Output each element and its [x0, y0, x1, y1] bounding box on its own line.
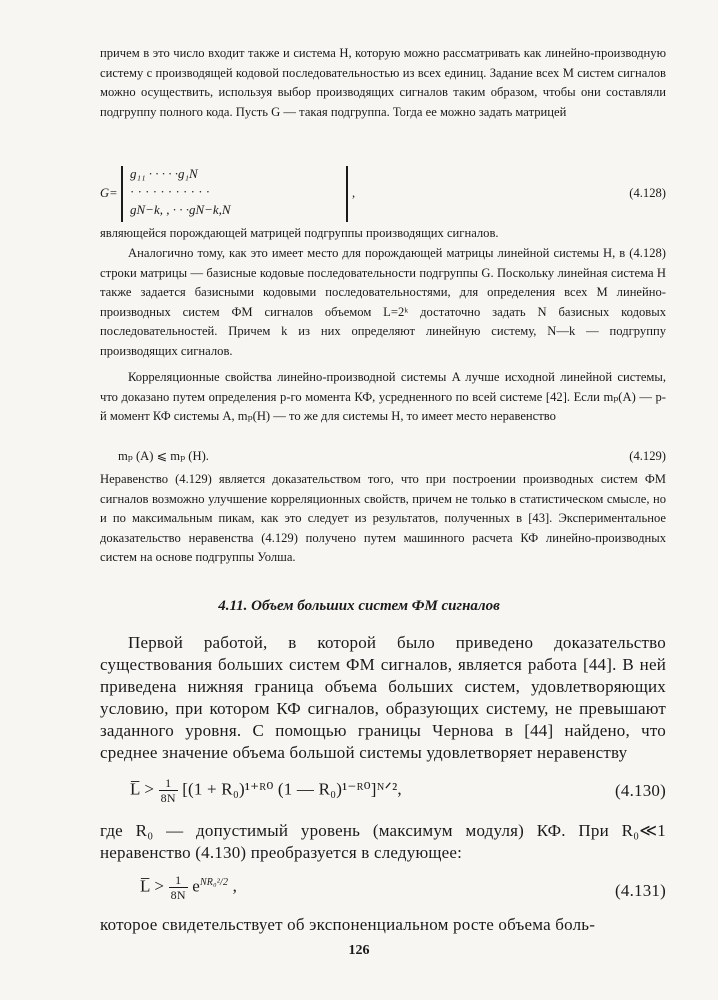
eq131-comma: ,	[232, 876, 238, 896]
eq131-frac-num: 1	[169, 873, 188, 888]
paragraph-8: которое свидетельствует об экспоненциальном росте объема боль-	[100, 915, 596, 934]
eq131-exponent: NR₀²/2	[199, 877, 229, 888]
eq130-fraction	[159, 776, 178, 805]
equation-number-4-131: (4.131)	[615, 881, 666, 900]
equation-4-129: mₚ (A) ⩽ mₚ (H).	[118, 449, 209, 463]
paragraph-3: Аналогично тому, как это имеет место для порождающей матрицы линейной системы H, в (4.128) строки матрицы — базисные кодовые последовательности подгруппы G. Поскольку линейная система H также задается базисными кодовыми последовательностями, для определения всех M линейно-производных систем ФМ сигналов объемом L=2ᵏ достаточно задать N базисных кодовых последовательностей. Причем k из них определяют линейную систему, N—k — подгруппу производящих сигналов.	[100, 246, 666, 358]
eq131-frac-den: 8N	[170, 888, 186, 903]
matrix-comma: ,	[352, 186, 356, 200]
eq130-rhs: [(1 + R₀)¹⁺ᴿ⁰ (1 — R₀)¹⁻ᴿ⁰]ᴺᐟ²,	[182, 779, 402, 799]
paragraph-5: Неравенство (4.129) является доказательством того, что при построении производных систем ФМ сигналов возможно улучшение корреляционных свойств, причем не только в статистическом смысле, но и по максимальным пикам, как это следует из результатов, полученных в [43]. Экспериментальное доказательство неравенства (4.129) получено путем машинного расчета КФ линейно-производных систем на основе подгруппы Уолша.	[100, 472, 666, 565]
eq131-fraction	[169, 873, 188, 902]
eq131-base: e	[192, 876, 200, 896]
eq131-lhs: L̅ >	[140, 876, 165, 896]
matrix-row-1: g₁₁ · · · · ·g₁N	[130, 166, 198, 181]
equation-4-131	[140, 872, 237, 902]
equation-number-4-129: (4.129)	[629, 449, 666, 463]
eq130-frac-num: 1	[159, 776, 178, 791]
section-heading: 4.11. Объем больших систем ФМ сигналов	[218, 598, 500, 614]
matrix-right-bar	[346, 166, 348, 222]
page-number: 126	[348, 943, 370, 958]
equation-4-130	[130, 776, 402, 805]
matrix-row-3: gN−k, , · · ·gN−k,N	[130, 202, 231, 217]
equation-number-4-128: (4.128)	[629, 186, 666, 200]
paragraph-1: причем в это число входит также и система H, которую можно рассматривать как линейно-производную систему с производящей кодовой последовательностью из всех единиц. Задание всех M систем сигналов можно осуществить, используя выбор производящих сигналов таким образом, чтобы они составляли подгруппу полного кода. Пусть G — такая подгруппа. Тогда ее можно задать матрицей	[100, 46, 666, 119]
matrix-lhs: G=	[100, 186, 118, 200]
matrix-left-bar	[121, 166, 123, 222]
matrix-row-2: · · · · · · · · · · ·	[130, 184, 211, 199]
paragraph-2: являющейся порождающей матрицей подгруппы производящих сигналов.	[100, 226, 499, 240]
eq130-lhs: L̅ >	[130, 779, 155, 799]
paragraph-7: где R₀ — допустимый уровень (максимум модуля) КФ. При R₀≪1 неравенство (4.130) преобразуется в следующее:	[100, 821, 666, 862]
paragraph-6: Первой работой, в которой было приведено доказательство существования больших систем ФМ сигналов, является работа [44]. В ней приведена нижняя граница объема больших систем, удовлетворяющих условию, при котором КФ сигналов, образующих систему, не превышают заданного уровня. С помощью границы Чернова в [44] найдено, что среднее значение объема большой системы удовлетворяет неравенству	[100, 633, 666, 762]
paragraph-4: Корреляционные свойства линейно-производной системы A лучше исходной линейной системы, что доказано путем определения p-го момента КФ, усредненного по всей системе [42]. Если mₚ(A) — p-й момент КФ системы A, mₚ(H) — то же для системы H, то имеет место неравенство	[100, 370, 666, 424]
eq130-frac-den: 8N	[160, 791, 176, 805]
equation-number-4-130: (4.130)	[615, 781, 666, 800]
